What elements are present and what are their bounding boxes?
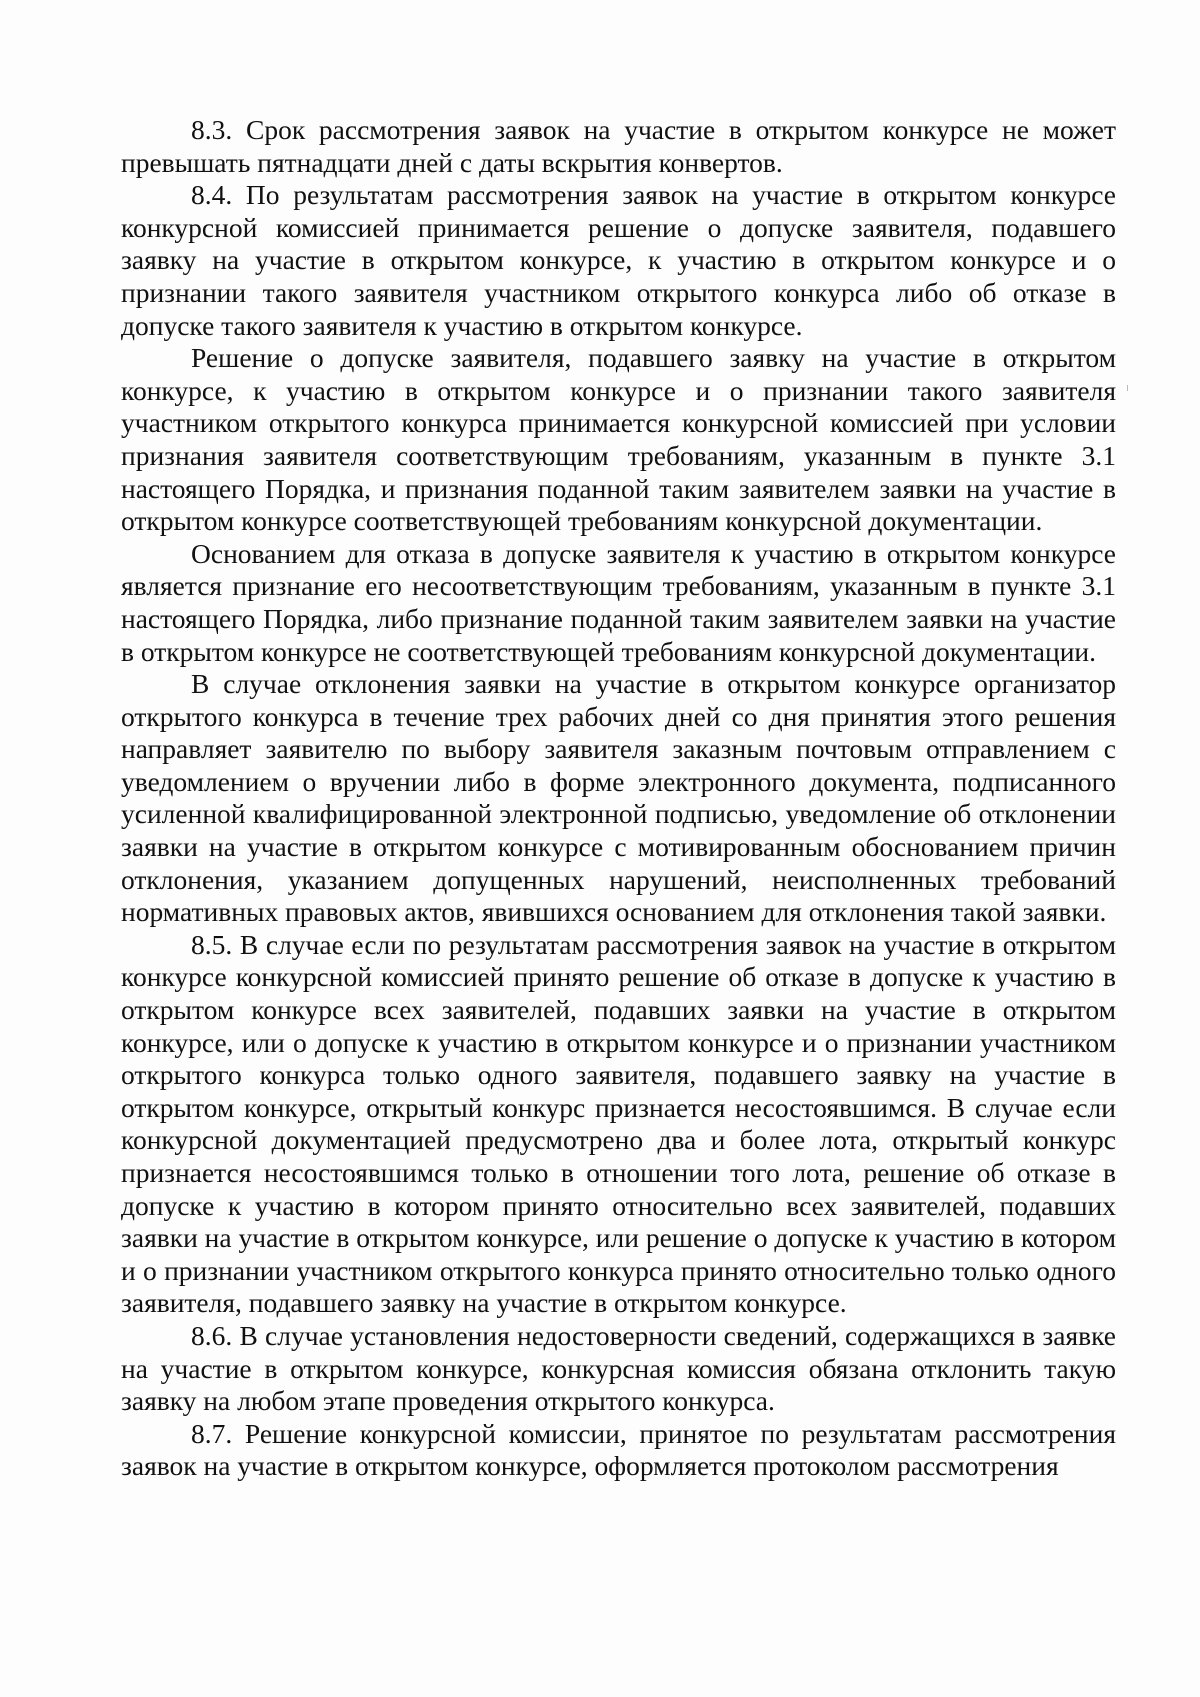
paragraph-8-4: 8.4. По результатам рассмотрения заявок на участие в открытом конкурсе конкурсной комиссией принимается решение о допуске заявителя, подавшего заявку на участие в открытом конкурсе, к участию в открытом конкурсе и о признании такого заявителя участником открытого конкурса либо об отказе в допуске такого заявителя к участию в открытом конкурсе. — [121, 179, 1116, 341]
paragraph-refusal-grounds: Основанием для отказа в допуске заявителя к участию в открытом конкурсе является признание его несоответствующим требованиям, указанным в пункте 3.1 настоящего Порядка, либо признание поданной таким заявителем заявки на участие в открытом конкурсе не соответствующей требованиям конкурсной документации. — [121, 537, 1116, 667]
paragraph-8-6: 8.6. В случае установления недостоверности сведений, содержащихся в заявке на участие в открытом конкурсе, конкурсная комиссия обязана отклонить такую заявку на любом этапе проведения открытого конкурса. — [121, 1319, 1116, 1417]
paragraph-8-3: 8.3. Срок рассмотрения заявок на участие в открытом конкурсе не может превышать пятнадцати дней с даты вскрытия конвертов. — [121, 114, 1116, 178]
paragraph-8-7: 8.7. Решение конкурсной комиссии, принятое по результатам рассмотрения заявок на участие в открытом конкурсе, оформляется протоколом рассмотрения — [121, 1417, 1116, 1482]
document-body — [121, 114, 1116, 1483]
paragraph-rejection-notice: В случае отклонения заявки на участие в открытом конкурсе организатор открытого конкурса в течение трех рабочих дней со дня принятия этого решения направляет заявителю по выбору заявителя заказным почтовым отправлением с уведомлением о вручении либо в форме электронного документа, подписанного усиленной квалифицированной электронной подписью, уведомление об отклонении заявки на участие в открытом конкурсе с мотивированным обоснованием причин отклонения, указанием допущенных нарушений, неисполненных требований нормативных правовых актов, явившихся основанием для отклонения такой заявки. — [121, 668, 1116, 928]
scan-artifact — [1127, 385, 1128, 391]
paragraph-8-5: 8.5. В случае если по результатам рассмотрения заявок на участие в открытом конкурсе конкурсной комиссией принято решение об отказе в допуске к участию в открытом конкурсе всех заявителей, подавших заявки на участие в открытом конкурсе, или о допуске к участию в открытом конкурсе и о признании участником открытого конкурса только одного заявителя, подавшего заявку на участие в открытом конкурсе, открытый конкурс признается несостоявшимся. В случае если конкурсной документацией предусмотрено два и более лота, открытый конкурс признается несостоявшимся только в отношении того лота, решение об отказе в допуске к участию в котором принято относительно всех заявителей, подавших заявки на участие в открытом конкурсе, или решение о допуске к участию в котором и о признании участником открытого конкурса принято относительно только одного заявителя, подавшего заявку на участие в открытом конкурсе. — [121, 928, 1116, 1319]
paragraph-admission-decision: Решение о допуске заявителя, подавшего заявку на участие в открытом конкурсе, к участию в открытом конкурсе и о признании такого заявителя участником открытого конкурса принимается конкурсной комиссией при условии признания заявителя соответствующим требованиям, указанным в пункте 3.1 настоящего Порядка, и признания поданной таким заявителем заявки на участие в открытом конкурсе соответствующей требованиям конкурсной документации. — [121, 342, 1116, 537]
